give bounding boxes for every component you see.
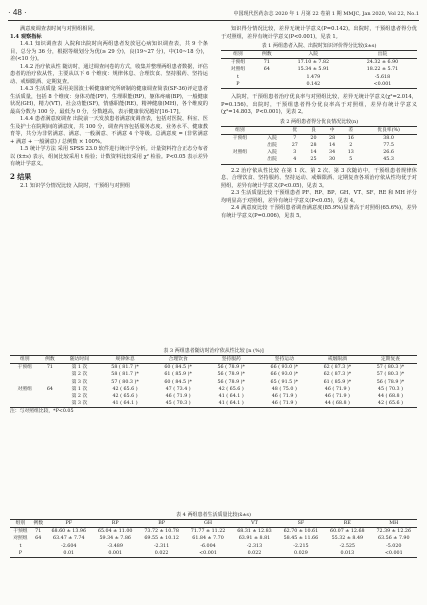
- table-cell: 20: [310, 135, 317, 141]
- column-header: 例数: [31, 520, 46, 528]
- table1-caption: 表 1 两组患者入院、出院时知识评价得分比较(x̄±s): [261, 43, 377, 49]
- column-header: BP: [138, 520, 184, 528]
- table-cell: 对照组: [17, 386, 32, 392]
- table-cell: 68.60 ± 13.96: [51, 529, 87, 535]
- table-cell: [40, 371, 61, 378]
- table-cell: 68.31 ± 12.83: [237, 529, 272, 535]
- table-cell: 64: [46, 386, 53, 392]
- table3-caption: 表 3 两组患者随访时治疗依从性比较 [n (%)]: [163, 348, 264, 354]
- table-cell: <0.001: [348, 81, 417, 89]
- table-cell: 56 ( 78.9 )*: [217, 365, 245, 371]
- table-cell: [10, 371, 40, 378]
- table-cell: 72.39 ± 12.26: [376, 529, 412, 535]
- table-row: [10, 543, 417, 550]
- table-cell: 干预组: [13, 529, 28, 535]
- table-cell: 第 1 次: [71, 386, 88, 392]
- column-header: 中: [323, 126, 342, 134]
- paragraph: 入院时，干预组患者治疗优良率与对照组比较，差异无统计学意义(χ²=2.014，P=0.156)。出院时，干预组患者得分优良率高于对照组，差异有统计学意义(χ²=14.803，P<0.001)，见表 2。: [221, 94, 417, 116]
- table-cell: 71: [46, 365, 53, 371]
- table2: [221, 126, 417, 165]
- table-cell: 45 ( 70.3 ): [377, 386, 403, 392]
- column-header: 入院: [279, 51, 348, 59]
- column-header: RP: [92, 520, 138, 528]
- column-header: 优良率(%): [360, 126, 417, 134]
- table-cell: 71: [35, 529, 42, 535]
- table-cell: 第 1 次: [71, 365, 88, 371]
- table-cell: 46 ( 71.9 ): [271, 394, 297, 400]
- table-cell: [40, 400, 61, 408]
- table-row: [221, 149, 417, 156]
- table4: [10, 519, 417, 558]
- table-cell: -2.525: [339, 543, 355, 549]
- table-cell: 对照组: [232, 150, 248, 156]
- table-cell: 5: [341, 156, 360, 164]
- table-cell: 13: [347, 150, 354, 156]
- paragraph: 知识得分情况比较，差异无统计学意义(P=0.142)。出院时，干预组患者得分优于对照组，差异有统计学意义(P<0.001)，见表 1。: [221, 26, 417, 40]
- table-cell: -2.604: [61, 543, 77, 549]
- table-cell: 57 ( 80.3 )*: [111, 379, 139, 385]
- table-cell: 0.013: [324, 550, 370, 558]
- table-cell: 34: [329, 150, 336, 156]
- table-cell: <0.001: [185, 550, 231, 558]
- table-cell: 干预组: [232, 135, 248, 141]
- column-header: 组别: [221, 126, 259, 134]
- table-cell: 26.6: [383, 150, 394, 156]
- table-cell: 62 ( 87.3 )*: [323, 372, 352, 378]
- table-cell: 38.0: [383, 135, 394, 141]
- table-cell: 出院: [267, 142, 277, 148]
- journal-title: 中国现代医药杂志 2020 年 1 月第 22 卷第 1 期 MMJC, Jan 2020, Vol 22, No.1: [233, 11, 419, 17]
- header-rule: [8, 20, 419, 21]
- table-cell: 56 ( 78.9 )*: [217, 379, 245, 385]
- table-cell: [40, 379, 61, 386]
- table-cell: 57 ( 80.3 )*: [376, 372, 405, 378]
- table-row: [10, 550, 417, 558]
- table-row: [221, 134, 417, 142]
- column-header: SF: [278, 520, 324, 528]
- table3-note: 注：与对照组比较，*P<0.05: [10, 409, 74, 415]
- table4-block: [10, 512, 417, 558]
- column-header: RE: [324, 520, 370, 528]
- column-header: 合理饮食: [152, 356, 205, 364]
- table-cell: t: [236, 74, 239, 80]
- table-cell: 71.77 ± 11.22: [190, 529, 226, 535]
- table1: [221, 50, 417, 89]
- table-cell: 42 ( 65.6 ): [364, 400, 417, 408]
- table-cell: 干预组: [17, 365, 32, 371]
- table-cell: 63.56 ± 7.90: [378, 536, 410, 542]
- table-cell: 出院: [259, 156, 286, 164]
- table-cell: 0.001: [92, 550, 138, 558]
- table-cell: 3: [293, 150, 297, 156]
- table-cell: 61 ( 85.9 )*: [323, 379, 352, 385]
- table-cell: 15.34 ± 5.91: [297, 67, 330, 73]
- section-heading: 1.4 观察指标: [10, 33, 42, 40]
- column-header: 良: [304, 126, 323, 134]
- table-cell: -3.489: [107, 543, 123, 549]
- table-cell: 66 ( 93.0 )*: [270, 372, 299, 378]
- table-cell: 55.32 ± 8.49: [331, 536, 364, 542]
- table-cell: 65 ( 91.5 )*: [270, 379, 299, 385]
- table-cell: 41 ( 64.1 ): [99, 400, 152, 408]
- column-header: 例数: [255, 51, 279, 59]
- table-cell: 45.3: [360, 156, 417, 164]
- table-cell: t: [19, 543, 22, 549]
- table-cell: 65.04 ± 11.00: [97, 529, 133, 535]
- table-cell: -2.313: [246, 543, 263, 549]
- table-cell: 64: [35, 536, 42, 542]
- table-cell: 63.91 ± 8.81: [238, 536, 271, 542]
- table-cell: 24.32 ± 6.90: [366, 60, 399, 66]
- column-header: 优: [285, 126, 304, 134]
- table3-block: [10, 348, 417, 415]
- table-cell: 41 ( 64.1 ): [218, 394, 244, 400]
- table-cell: [10, 393, 40, 400]
- table-cell: [31, 550, 46, 558]
- section-heading: 2 结果: [10, 171, 32, 181]
- table-cell: 58 ( 81.7 )*: [111, 372, 139, 378]
- paragraph: 2.2 治疗依从性比较 在第 1 次、第 2 次、第 3 次随访中，干预组患者规律休息、合理饮食、坚持服药、坚持运动、戒烟限酒、定期复查各项治疗依从性均优于对照组，差异有统计学意义(P<0.05)，见表 3。: [221, 167, 417, 189]
- table-cell: 46 ( 71.9 ): [324, 386, 350, 392]
- table-cell: 第 3 次: [71, 379, 88, 385]
- table-cell: 46 ( 71.9 ): [324, 394, 350, 400]
- column-header: 组别: [10, 520, 31, 528]
- paragraph: 2.3 生活质量比较 干预组患者 PF、RP、BP、GH、VT、SF、RE 和 MH 评分均明显高于对照组，差异有统计学意义(P<0.05)，见表 4。: [221, 190, 417, 204]
- table-cell: 14: [310, 150, 317, 156]
- table-row: [221, 156, 417, 164]
- table-cell: 77.5: [383, 142, 394, 148]
- table-cell: P: [221, 81, 255, 89]
- table-cell: -6.004: [200, 543, 216, 549]
- table-row: [221, 81, 417, 89]
- table-cell: 42 ( 65.6 ): [112, 386, 138, 392]
- table-cell: 59.34 ± 7.86: [99, 536, 131, 542]
- table3: [10, 355, 417, 408]
- table-cell: 44 ( 68.8 ): [377, 394, 403, 400]
- column-header: 坚持服药: [205, 356, 258, 364]
- table-cell: 73.72 ± 10.78: [144, 529, 179, 535]
- table-cell: -5.618: [374, 74, 391, 80]
- table-cell: 28: [310, 142, 317, 148]
- column-header: 出院: [348, 51, 417, 59]
- running-header: [8, 8, 419, 20]
- table-cell: [221, 156, 259, 164]
- table-cell: 62 ( 87.3 )*: [323, 365, 352, 371]
- table-row: [10, 364, 417, 372]
- table-row: [10, 379, 417, 386]
- table-cell: 41 ( 64.1 ): [205, 400, 258, 408]
- table-cell: 57 ( 80.3 )*: [376, 365, 405, 371]
- table-row: [10, 400, 417, 408]
- table-cell: 42 ( 65.6 ): [112, 394, 138, 400]
- table-cell: 18.22 ± 5.71: [366, 67, 399, 73]
- table-cell: -2.215: [293, 543, 309, 549]
- table-cell: [31, 543, 46, 550]
- column-header: 定期复查: [364, 356, 417, 364]
- table-cell: P: [10, 550, 31, 558]
- table-cell: 47 ( 73.4 ): [165, 386, 191, 392]
- table-cell: 对照组: [13, 536, 28, 542]
- table-cell: 44 ( 68.8 ): [311, 400, 364, 408]
- table-cell: 2: [349, 142, 353, 148]
- table-cell: 69.55 ± 10.12: [144, 536, 179, 542]
- table-cell: 56 ( 78.9 )*: [376, 379, 405, 385]
- paragraph: 1.4.1 知识调查表 入院和出院时向两组患者发放冠心病知识调查表，共 9 个条目，总分为 36 分，根据等级划分为优(≥ 29 分)，良(19~27 分)，中(10~18 分)，差(<10 分)。: [10, 41, 208, 62]
- table-cell: 28: [329, 135, 336, 141]
- table-cell: 60 ( 84.5 )*: [164, 365, 192, 371]
- column-header: 规律休息: [99, 356, 152, 364]
- table-cell: 45 ( 70.3 ): [152, 400, 205, 408]
- paragraph: 2.1 知识学分情况比较 入院时，干预组与对照组: [20, 183, 131, 189]
- table-row: [10, 371, 417, 378]
- table-cell: 14: [329, 142, 336, 148]
- table-cell: 30: [323, 156, 342, 164]
- table-cell: 0.029: [278, 550, 324, 558]
- table-cell: -5.020: [386, 543, 402, 549]
- column-header: 戒烟限酒: [311, 356, 364, 364]
- column-header: PF: [46, 520, 92, 528]
- table-cell: 63.47 ± 7.74: [53, 536, 85, 542]
- table-cell: [10, 379, 40, 386]
- table-cell: 64: [263, 67, 270, 73]
- table-row: [221, 66, 417, 73]
- table-cell: 4: [285, 156, 304, 164]
- table-cell: 7: [293, 135, 297, 141]
- table-cell: 48 ( 75.0 ): [271, 386, 297, 392]
- table-cell: 对照组: [230, 67, 246, 73]
- table-cell: 66 ( 93.0 )*: [270, 365, 299, 371]
- table-row: [10, 535, 417, 542]
- table-row: [221, 59, 417, 67]
- table-cell: <0.001: [371, 550, 417, 558]
- table-cell: 0.01: [46, 550, 92, 558]
- right-text-mid: [221, 94, 417, 117]
- column-header: 差: [341, 126, 360, 134]
- table-row: [10, 528, 417, 536]
- paragraph: 1.4.2 治疗依从性 随访时，通过调查问卷的方式，收集并整理两组患者数据，评估患者的治疗依从性，主要从以下 6 个维度：规律休息、合理饮食、坚持服药、坚持运动、戒烟限酒、定期复查。: [10, 63, 208, 85]
- table-cell: 61.84 ± 7.70: [192, 536, 224, 542]
- right-text-bottom: [221, 168, 417, 221]
- table-cell: 42 ( 65.6 ): [218, 386, 244, 392]
- column-header: [259, 126, 286, 134]
- paragraph: 1.4.3 生活质量 采用美国波士顿健康研究所研制的健康调查简表(SF-36)评定患者生活质量，包括 8 个维度：身体功能(PF)，生理职能(RP)，躯体疼痛(BP)，一般健康状况(GH)，精力(VT)，社会功能(SF)，情感职能(RE)，精神健康(MH)，各个维度的最高分数为 100 分，最低为 0 分，分数越高，表示健康状况越好[16-17]。: [10, 86, 208, 115]
- column-header: 组别: [10, 356, 40, 364]
- paragraph: 1.5 统计学方法 采用 SPSS 23.0 软件进行统计学分析。计量资料符合正态分布者以 (x̄±s) 表示，组间比较采用 t 检验；计数资料比较采用 χ² 检验。P<0.05 表示差异有统计学意义。: [10, 146, 208, 167]
- table-cell: 入院: [267, 150, 277, 156]
- table-cell: 62.70 ± 10.61: [283, 529, 319, 535]
- table-cell: 17.10 ± 7.82: [297, 60, 330, 66]
- paragraph: 1.4.4 患者满意度调查 出院前一天发放患者满意度调查表，包括对医院、科室、医生及护士在院期间的满意度，共 100 分，调查内容包括服务态度、业务水平、健康教育等，共分为非常满意、满意、一般满意、不满意 4 个等级。总满意度 = (非常满意 + 满意 + 一般满意) / 总例数 × 100%。: [10, 116, 208, 145]
- table-cell: [255, 81, 279, 89]
- table-cell: 0.022: [231, 550, 277, 558]
- column-header: 随访时间: [60, 356, 98, 364]
- table-cell: 58.45 ± 11.66: [283, 536, 319, 542]
- paragraph: 2.4 满意度比较 干预组患者调查满意度(85.9%)显著高于对照组(65.6%)，差异有统计学意义(P=0.006)，见表 5。: [221, 205, 417, 219]
- column-header: GH: [185, 520, 231, 528]
- table-cell: 第 3 次: [60, 400, 98, 408]
- table-cell: 入院: [267, 135, 277, 141]
- table-cell: 56 ( 78.9 )*: [217, 372, 245, 378]
- table-cell: 0.022: [138, 550, 184, 558]
- column-header: 坚持运动: [258, 356, 311, 364]
- table-cell: 27: [291, 142, 298, 148]
- table-row: [221, 142, 417, 149]
- table-cell: 46 ( 71.9 ): [258, 400, 311, 408]
- table-cell: [40, 393, 61, 400]
- table-cell: 71: [263, 60, 270, 66]
- column-header: VT: [231, 520, 277, 528]
- table2-caption: 表 2 两组患者得分优良情况比较(n): [279, 118, 359, 125]
- table-row: [10, 393, 417, 400]
- table-row: [10, 386, 417, 393]
- table-row: [221, 74, 417, 81]
- table-cell: [221, 142, 259, 149]
- table-cell: 16: [347, 135, 354, 141]
- column-header: 组别: [221, 51, 255, 59]
- table-cell: 第 2 次: [71, 394, 88, 400]
- table-cell: 1.479: [306, 74, 321, 80]
- table4-caption: 表 4 两组患者生活质量比较(x̄±s): [176, 512, 251, 518]
- right-column: [221, 26, 417, 220]
- table-cell: 60.07 ± 12.68: [330, 529, 365, 535]
- column-header: MH: [371, 520, 417, 528]
- table-cell: 60 ( 84.5 )*: [164, 379, 192, 385]
- table-cell: 第 2 次: [71, 372, 88, 378]
- table-cell: 61 ( 85.9 )*: [164, 372, 192, 378]
- table-cell: [255, 74, 279, 81]
- table-cell: -2.311: [153, 543, 170, 549]
- page-number: · 48 ·: [8, 8, 27, 17]
- left-column: [10, 26, 208, 191]
- column-header: 例数: [40, 356, 61, 364]
- table-cell: 46 ( 71.9 ): [165, 394, 191, 400]
- table-cell: 干预组: [230, 60, 246, 66]
- table-cell: [10, 400, 40, 408]
- right-text-top: [221, 26, 417, 41]
- table-cell: 25: [304, 156, 323, 164]
- table-cell: 0.142: [279, 81, 348, 89]
- table-cell: 58 ( 81.7 )*: [111, 365, 139, 371]
- paragraph: 满意度调查表时间与对照组相同。: [20, 26, 98, 32]
